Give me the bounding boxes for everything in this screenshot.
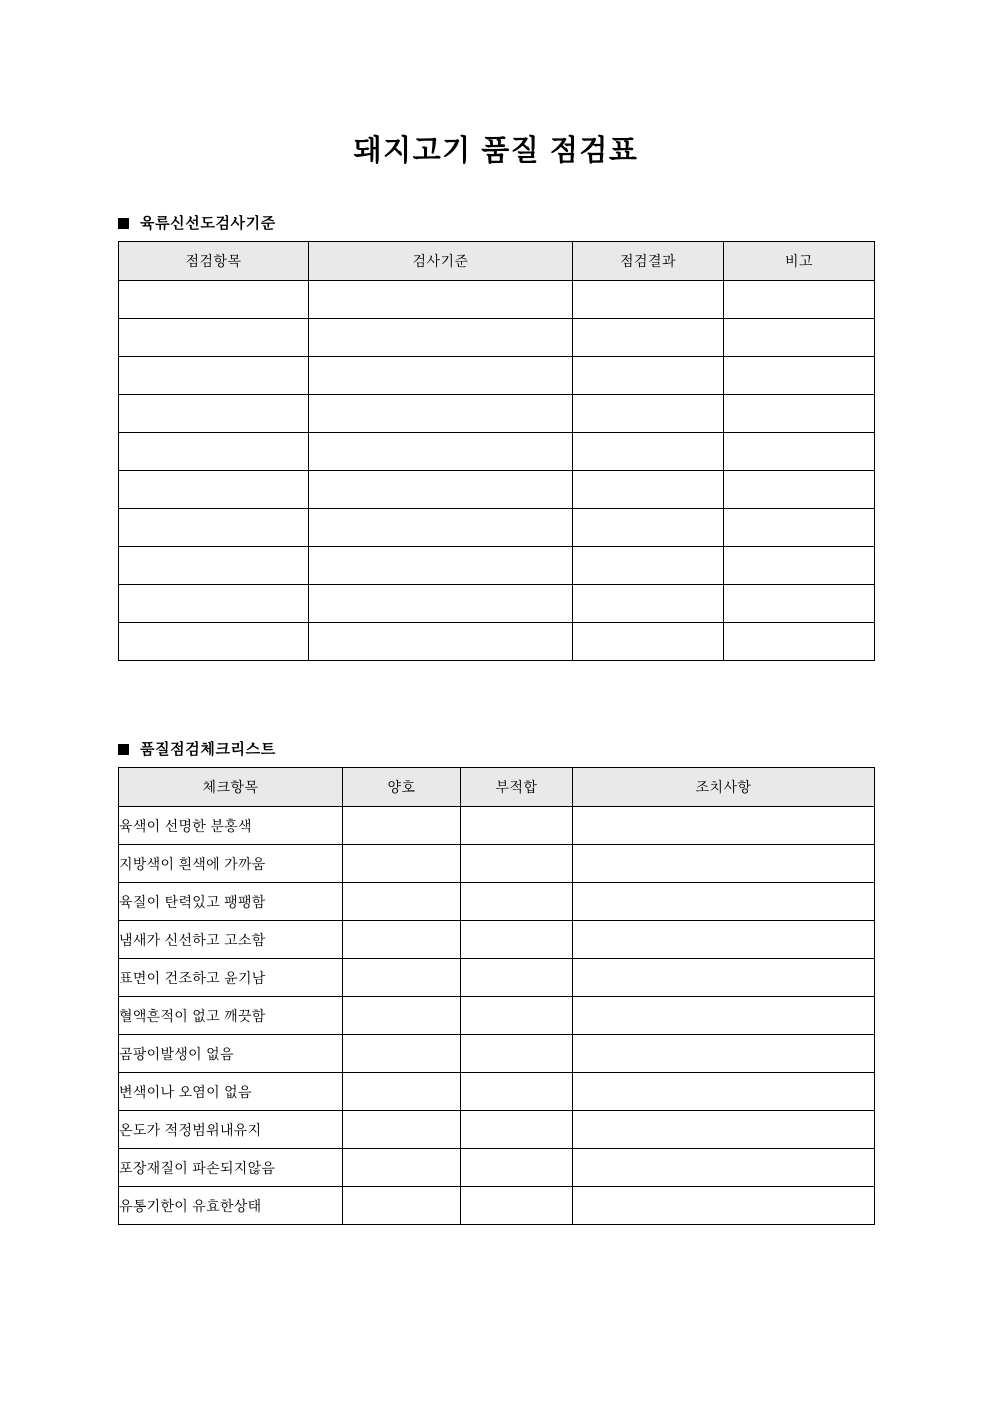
cell-inspection-result[interactable] bbox=[573, 395, 724, 433]
cell-action[interactable] bbox=[573, 921, 875, 959]
cell-good[interactable] bbox=[343, 883, 461, 921]
cell-inspection-result[interactable] bbox=[573, 623, 724, 661]
column-header-nonconform: 부적합 bbox=[461, 768, 573, 807]
table-row bbox=[119, 959, 875, 997]
cell-inspection-standard[interactable] bbox=[309, 509, 573, 547]
cell-inspection-result[interactable] bbox=[573, 509, 724, 547]
cell-inspection-standard[interactable] bbox=[309, 433, 573, 471]
cell-inspection-standard[interactable] bbox=[309, 585, 573, 623]
section-heading-label: 품질점검체크리스트 bbox=[140, 741, 276, 758]
cell-action[interactable] bbox=[573, 1187, 875, 1225]
cell-inspection-standard[interactable] bbox=[309, 395, 573, 433]
column-header-inspection-standard: 검사기준 bbox=[309, 242, 573, 281]
cell-nonconform[interactable] bbox=[461, 921, 573, 959]
bullet-square-icon bbox=[118, 744, 129, 755]
cell-remarks[interactable] bbox=[724, 547, 875, 585]
cell-inspection-standard[interactable] bbox=[309, 623, 573, 661]
cell-inspection-result[interactable] bbox=[573, 547, 724, 585]
cell-good[interactable] bbox=[343, 1111, 461, 1149]
cell-check-item: 육질이 탄력있고 팽팽함 bbox=[119, 883, 343, 921]
cell-inspection-result[interactable] bbox=[573, 357, 724, 395]
cell-inspection-item[interactable] bbox=[119, 547, 309, 585]
table-row bbox=[119, 997, 875, 1035]
cell-check-item: 변색이나 오염이 없음 bbox=[119, 1073, 343, 1111]
quality-checklist-table bbox=[118, 767, 875, 1225]
cell-check-item: 냄새가 신선하고 고소함 bbox=[119, 921, 343, 959]
freshness-standards-table bbox=[118, 241, 875, 661]
column-header-inspection-result: 점검결과 bbox=[573, 242, 724, 281]
cell-remarks[interactable] bbox=[724, 623, 875, 661]
table-row bbox=[119, 357, 875, 395]
cell-good[interactable] bbox=[343, 1035, 461, 1073]
cell-check-item: 혈액흔적이 없고 깨끗함 bbox=[119, 997, 343, 1035]
table-row bbox=[119, 433, 875, 471]
cell-check-item: 포장재질이 파손되지않음 bbox=[119, 1149, 343, 1187]
cell-nonconform[interactable] bbox=[461, 1187, 573, 1225]
cell-check-item: 온도가 적정범위내유지 bbox=[119, 1111, 343, 1149]
table-row bbox=[119, 883, 875, 921]
cell-nonconform[interactable] bbox=[461, 1149, 573, 1187]
column-header-action: 조치사항 bbox=[573, 768, 875, 807]
cell-remarks[interactable] bbox=[724, 357, 875, 395]
bullet-square-icon bbox=[118, 218, 129, 229]
cell-nonconform[interactable] bbox=[461, 997, 573, 1035]
cell-remarks[interactable] bbox=[724, 509, 875, 547]
cell-inspection-result[interactable] bbox=[573, 471, 724, 509]
table-row bbox=[119, 807, 875, 845]
cell-good[interactable] bbox=[343, 921, 461, 959]
table-header-row bbox=[119, 242, 875, 281]
table-row bbox=[119, 547, 875, 585]
column-header-good: 양호 bbox=[343, 768, 461, 807]
cell-remarks[interactable] bbox=[724, 471, 875, 509]
cell-nonconform[interactable] bbox=[461, 959, 573, 997]
table-row bbox=[119, 1187, 875, 1225]
page-title: 돼지고기 품질 점검표 bbox=[353, 135, 639, 167]
cell-remarks[interactable] bbox=[724, 395, 875, 433]
cell-nonconform[interactable] bbox=[461, 807, 573, 845]
column-header-remarks: 비고 bbox=[724, 242, 875, 281]
cell-action[interactable] bbox=[573, 997, 875, 1035]
cell-nonconform[interactable] bbox=[461, 883, 573, 921]
cell-check-item: 곰팡이발생이 없음 bbox=[119, 1035, 343, 1073]
cell-check-item: 지방색이 흰색에 가까움 bbox=[119, 845, 343, 883]
section-heading-freshness bbox=[118, 216, 874, 231]
cell-inspection-item[interactable] bbox=[119, 319, 309, 357]
table-row bbox=[119, 845, 875, 883]
cell-action[interactable] bbox=[573, 1073, 875, 1111]
cell-action[interactable] bbox=[573, 883, 875, 921]
cell-nonconform[interactable] bbox=[461, 1073, 573, 1111]
table-row bbox=[119, 395, 875, 433]
cell-nonconform[interactable] bbox=[461, 1035, 573, 1073]
table-row bbox=[119, 1111, 875, 1149]
cell-good[interactable] bbox=[343, 845, 461, 883]
cell-inspection-item[interactable] bbox=[119, 395, 309, 433]
table-row bbox=[119, 281, 875, 319]
cell-inspection-item[interactable] bbox=[119, 357, 309, 395]
cell-nonconform[interactable] bbox=[461, 1111, 573, 1149]
table-row bbox=[119, 585, 875, 623]
cell-inspection-standard[interactable] bbox=[309, 357, 573, 395]
cell-inspection-result[interactable] bbox=[573, 585, 724, 623]
section-freshness bbox=[118, 216, 874, 661]
cell-action[interactable] bbox=[573, 1111, 875, 1149]
cell-check-item: 표면이 건조하고 윤기남 bbox=[119, 959, 343, 997]
table-row bbox=[119, 623, 875, 661]
cell-action[interactable] bbox=[573, 845, 875, 883]
cell-remarks[interactable] bbox=[724, 585, 875, 623]
section-heading-label: 육류신선도검사기준 bbox=[140, 215, 276, 232]
table-row bbox=[119, 1073, 875, 1111]
cell-inspection-standard[interactable] bbox=[309, 319, 573, 357]
cell-inspection-item[interactable] bbox=[119, 509, 309, 547]
cell-good[interactable] bbox=[343, 997, 461, 1035]
cell-nonconform[interactable] bbox=[461, 845, 573, 883]
table-row bbox=[119, 1035, 875, 1073]
table-header-row bbox=[119, 768, 875, 807]
table-row bbox=[119, 471, 875, 509]
cell-good[interactable] bbox=[343, 1187, 461, 1225]
cell-inspection-result[interactable] bbox=[573, 433, 724, 471]
cell-remarks[interactable] bbox=[724, 281, 875, 319]
cell-action[interactable] bbox=[573, 1035, 875, 1073]
cell-inspection-standard[interactable] bbox=[309, 281, 573, 319]
cell-inspection-standard[interactable] bbox=[309, 547, 573, 585]
table-row bbox=[119, 1149, 875, 1187]
table-row bbox=[119, 509, 875, 547]
cell-good[interactable] bbox=[343, 1073, 461, 1111]
cell-good[interactable] bbox=[343, 807, 461, 845]
cell-inspection-item[interactable] bbox=[119, 623, 309, 661]
cell-inspection-item[interactable] bbox=[119, 281, 309, 319]
cell-inspection-result[interactable] bbox=[573, 319, 724, 357]
cell-check-item: 유통기한이 유효한상태 bbox=[119, 1187, 343, 1225]
cell-action[interactable] bbox=[573, 959, 875, 997]
cell-action[interactable] bbox=[573, 807, 875, 845]
column-header-inspection-item: 점검항목 bbox=[119, 242, 309, 281]
cell-remarks[interactable] bbox=[724, 433, 875, 471]
cell-inspection-item[interactable] bbox=[119, 471, 309, 509]
cell-good[interactable] bbox=[343, 959, 461, 997]
cell-inspection-item[interactable] bbox=[119, 585, 309, 623]
cell-inspection-item[interactable] bbox=[119, 433, 309, 471]
cell-action[interactable] bbox=[573, 1149, 875, 1187]
cell-remarks[interactable] bbox=[724, 319, 875, 357]
table-row bbox=[119, 319, 875, 357]
cell-inspection-standard[interactable] bbox=[309, 471, 573, 509]
table-row bbox=[119, 921, 875, 959]
section-checklist bbox=[118, 742, 874, 1225]
cell-check-item: 육색이 선명한 분홍색 bbox=[119, 807, 343, 845]
column-header-check-item: 체크항목 bbox=[119, 768, 343, 807]
cell-good[interactable] bbox=[343, 1149, 461, 1187]
section-heading-checklist bbox=[118, 742, 874, 757]
cell-inspection-result[interactable] bbox=[573, 281, 724, 319]
